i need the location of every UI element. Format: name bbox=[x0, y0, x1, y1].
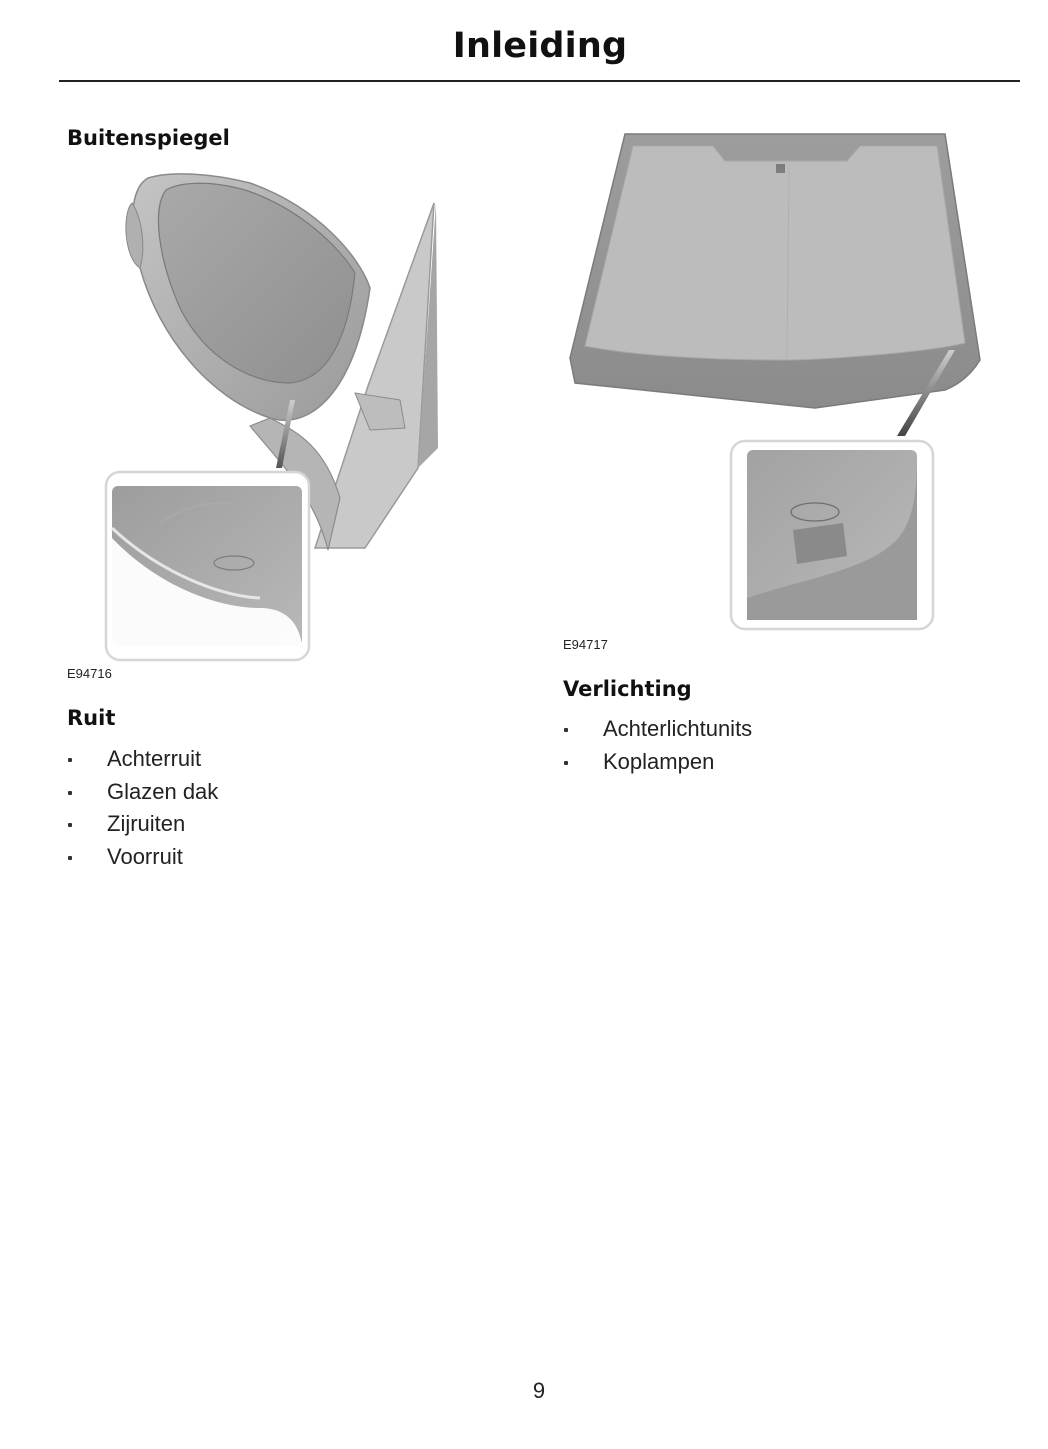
glass-heading: Ruit bbox=[67, 706, 116, 730]
bullet-icon bbox=[68, 758, 72, 762]
page-title: Inleiding bbox=[452, 26, 628, 66]
title-rule bbox=[59, 80, 1020, 82]
lighting-heading: Verlichting bbox=[563, 677, 692, 701]
exterior-mirror-illustration bbox=[100, 168, 460, 668]
list-item: Zijruiten bbox=[68, 808, 218, 841]
list-item: Glazen dak bbox=[68, 776, 218, 809]
windshield-illustration bbox=[565, 128, 990, 633]
page-number: 9 bbox=[532, 1378, 546, 1403]
bullet-icon bbox=[68, 856, 72, 860]
list-item: Achterruit bbox=[68, 743, 218, 776]
figure-code-windshield: E94717 bbox=[563, 637, 608, 652]
bullet-icon bbox=[564, 761, 568, 765]
list-item: Koplampen bbox=[564, 746, 752, 779]
bullet-icon bbox=[68, 791, 72, 795]
glass-list bbox=[68, 743, 218, 873]
list-item: Achterlichtunits bbox=[564, 713, 752, 746]
figure-code-mirror: E94716 bbox=[67, 666, 112, 681]
bullet-icon bbox=[564, 728, 568, 732]
lighting-list bbox=[564, 713, 752, 778]
mirror-heading: Buitenspiegel bbox=[67, 126, 230, 150]
bullet-icon bbox=[68, 823, 72, 827]
list-item: Voorruit bbox=[68, 841, 218, 874]
